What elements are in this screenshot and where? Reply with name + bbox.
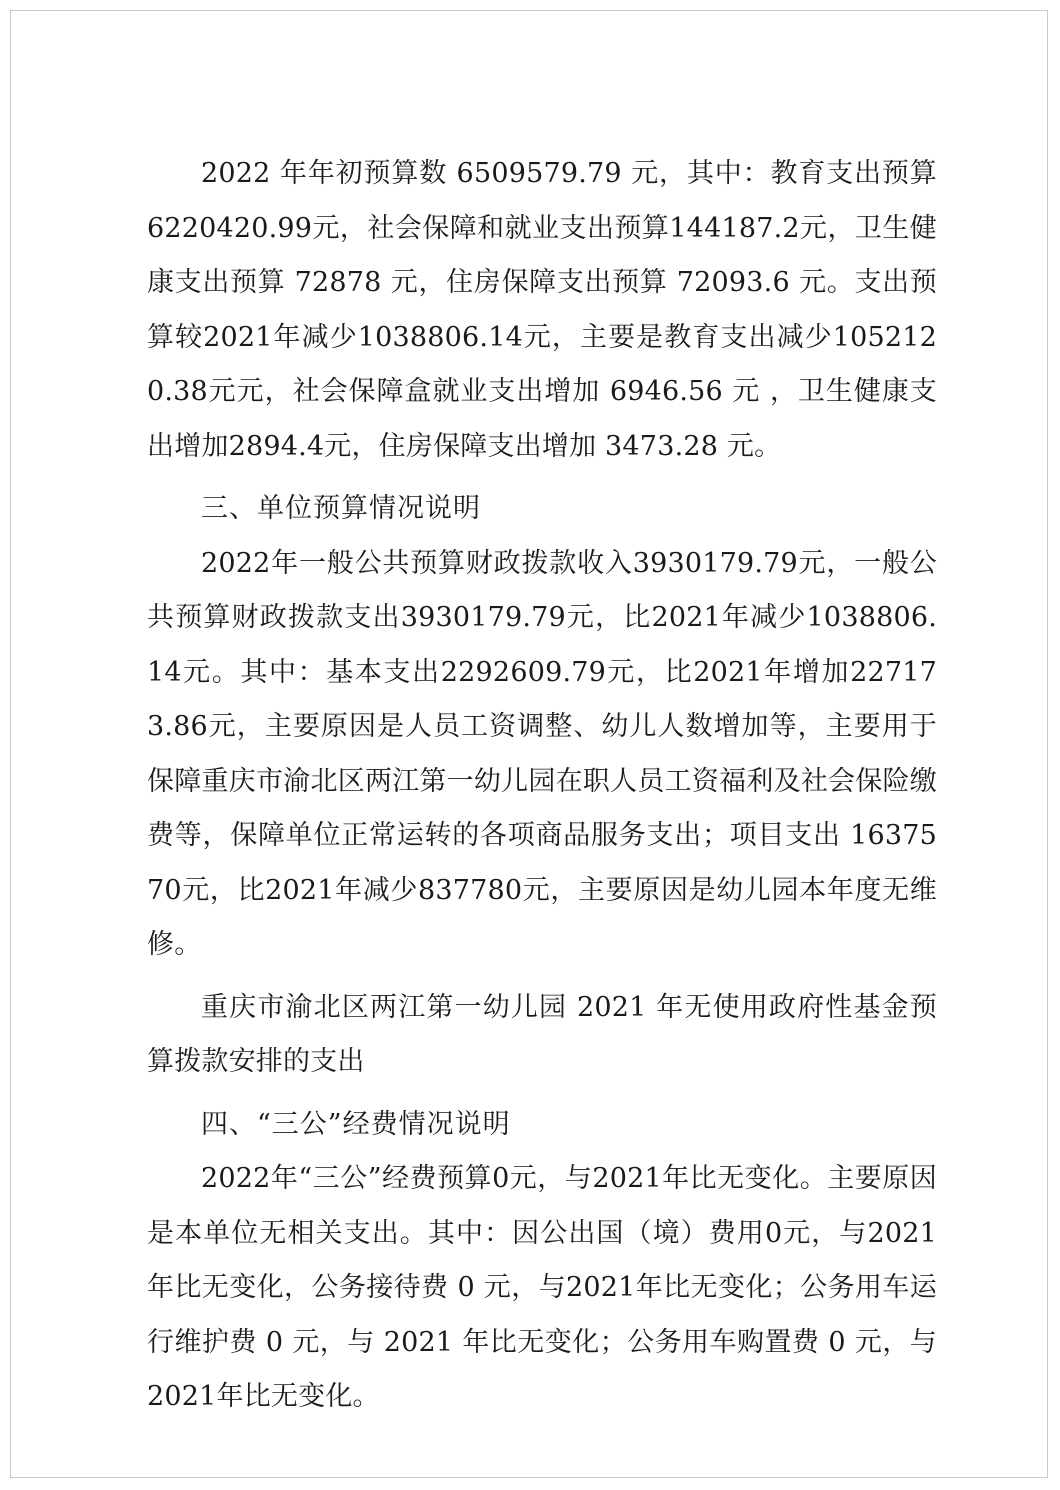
paragraph-gap	[147, 474, 937, 482]
paragraph-gap	[147, 1090, 937, 1098]
paragraph-unit-budget: 2022年一般公共预算财政拨款收入3930179.79元，一般公共预算财政拨款支出3930179.79元，比2021年减少1038806.14元。其中：基本支出2292609.79元，比2021年增加227173.86元，主要原因是人员工资调整、幼儿人数增加等，主要用于保障重庆市渝北区两江第一幼儿园在职人员工资福利及社会保险缴费等，保障单位正常运转的各项商品服务支出；项目支出 1637570元，比2021年减少837780元，主要原因是幼儿园本年度无维修。	[147, 547, 937, 960]
paragraph-gap	[147, 973, 937, 981]
section-heading-unit-budget: 三、单位预算情况说明	[201, 493, 481, 524]
paragraph-government-fund: 重庆市渝北区两江第一幼儿园 2021 年无使用政府性基金预算拨款安排的支出	[147, 991, 937, 1077]
section-heading-three-public: 四、“三公”经费情况说明	[201, 1108, 511, 1140]
paragraph-budget-overview: 2022 年年初预算数 6509579.79 元，其中：教育支出预算6220420.99元，社会保障和就业支出预算144187.2元，卫生健康支出预算 72878 元，住房保障支出预算 72093.6 元。支出预算较2021年减少1038806.14元，主要是教育支出减少1052120.38元元，社会保障盒就业支出增加 6946.56 元 ，卫生健康支出增加2894.4元，住房保障支出增加 3473.28 元。	[147, 158, 937, 462]
document-body	[147, 147, 937, 1425]
paragraph-three-public: 2022年“三公”经费预算0元，与2021年比无变化。主要原因是本单位无相关支出。其中：因公出国（境）费用0元，与2021年比无变化，公务接待费 0 元，与2021年比无变化；公务用车运行维护费 0 元，与 2021 年比无变化；公务用车购置费 0 元，与2021年比无变化。	[147, 1163, 937, 1412]
document-page	[10, 10, 1048, 1478]
